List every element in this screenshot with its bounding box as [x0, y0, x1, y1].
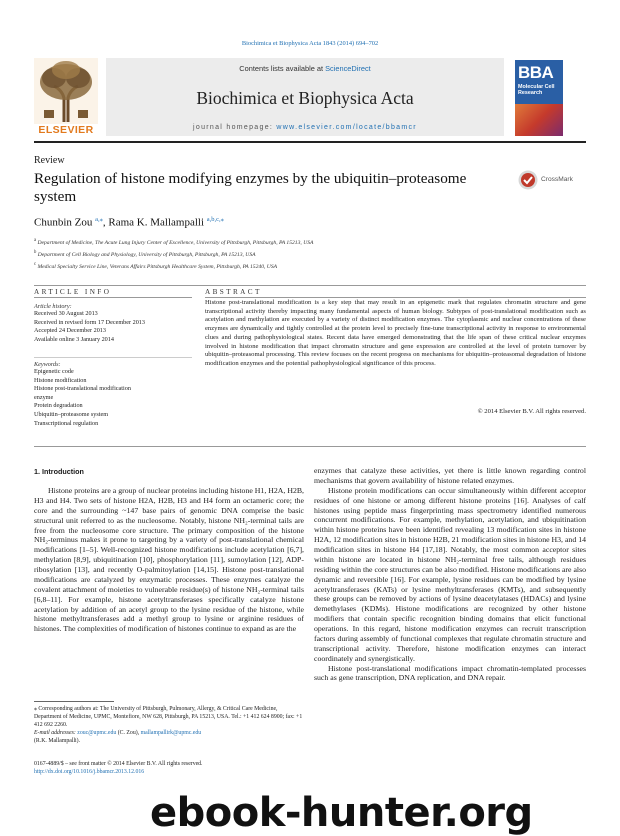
cover-art	[515, 104, 563, 136]
header-rule	[34, 141, 586, 143]
elsevier-tree-logo	[34, 58, 98, 124]
corresponding-text: ⁎ Corresponding authors at: The University of Pittsburgh, Pulmonary, Allergy, & Critical Care Medicine, Department of Medicine, UPMC, Montefiore, NW 628, Pittsburgh, PA 15213, USA. Tel.: +1 412 624 8900; fax: +1 412 692 2260.	[34, 706, 303, 729]
body-paragraph: Histone proteins are a group of nuclear proteins including histone H1, H2A, H2B, H3 and H4. Two sets of histone H2A, H2B, H3 and H4 form an octameric core; the core and the surrounding ~147 base pairs of genomic DNA comprise the basic structural unit referred to as the nucleosome. Notably, histone NH₂-terminal tails are free from the nucleosome core structure. The primary composition of the histone NH₂-terminus makes it prone to targeting by a variety of post-translational chemical modifications [1–5]. Well-recognized histone modifications include acetylation [6,7], methylation [8,9], ubiquitination [10], phosphorylation [11], sumoylation [12], ADP-ribosylation [13], and recently O-palmitoylation [14,15]. Histone post-translational modifications are catalyzed by enzymatic processes. These enzymes catalyze the covalent attachment of moieties to vulnerable residue(s) of histone NH₂-terminal tails [6,8–11]. For example, histone acetyltransferases specifically catalyze histone acetylation by addition of an acetyl group to the lysine residue of the histone, while histone methyltransferases add a methyl group to lysine or arginine residues of histones. The complexities of modification of histones continue to expand as are the	[34, 486, 304, 634]
journal-homepage	[106, 124, 504, 131]
email-owner: (R.K. Mallampalli).	[34, 738, 81, 745]
introduction-heading: 1. Introduction	[34, 467, 84, 476]
article-history	[34, 303, 194, 344]
abstract-text: Histone post-translational modification is a key step that may result in an epigenetic mark that regulates chromatin structure and gene transcriptional activity thereby impacting many fundamental aspects of human biology. Subtypes of post-translational modification such as acetylation and methylation are executed by a variety of distinct modification enzymes. The cytoplasmic and nuclear concentrations of these enzymes are dynamically and tightly controlled at the protein level to precisely fine-tune transcriptional activity in response to environmental clues and during pathophysiological states. Recent data have emerged demonstrating that the life span of these critical nuclear enzymes involved in histone modification that impact chromatin structure and gene expression are controlled at the level of protein turnover by ubiquitin–proteasomal processing. This review focuses on the recent progress on mechanisms for ubiquitin–proteasomal degradation of histone modification enzymes and the potential pathophysiological significance of this process.	[205, 299, 586, 367]
abstract-rule	[205, 297, 586, 298]
affiliations	[34, 236, 594, 272]
keyword: Histone modification	[34, 376, 87, 384]
abstract-bottom-rule	[34, 446, 586, 447]
author-affiliation-marks[interactable]: a,b,c,⁎	[206, 216, 224, 223]
abstract-heading: ABSTRACT	[205, 288, 262, 296]
watermark-text: ebook-hunter.org	[150, 790, 533, 836]
keyword: Ubiquitin–proteasome system	[34, 410, 109, 418]
journal-cover-image[interactable]	[515, 60, 563, 136]
front-matter	[34, 760, 304, 776]
article-info-heading: ARTICLE INFO	[34, 288, 112, 296]
body-paragraph: Histone protein modifications can occur simultaneously within different acceptor residues of one histone or among different histone proteins [16]. Analyses of calf histones using peptide mass fingerprinting mass spectrometry identified numerous concurrent modifications. For example, methylation, acetylation, and ubiquitination within histone proteins have been identified revealing 13 modification sites in histone H2A, 12 modification sites in histone H2B, 21 modification sites in histone H3, and 14 modification sites in histone H4 [17,18]. Notably, the most common acceptor sites within histone are located in histone NH₂-terminal free tails, although residues residing within the core structures can be also modified. Histone modifications are also dynamic and reversible [16]. For example, lysine residues can be modified by lysine acetyltransferases (KATs) or lysine methyltransferases (KMTs), and subsequently these groups can be removed by actions of lysine deacetylatases (HDACs) and lysine demethylases (KDMs). Histone modifications are recognized by other histone modifiers that contain specific recognition binding domains that elicit functional operations. In this regard, histone modification enzymes can recruit transcription factors during assembly of functional complexes that regulate chromatin structure and transcriptional activity. Therefore, histone modification enzymes can interact coordinately and synergistically.	[314, 485, 586, 663]
right-column	[314, 466, 586, 683]
issn-line: 0167-4889/$ – see front matter © 2014 Elsevier B.V. All rights reserved.	[34, 761, 203, 767]
email-link[interactable]: zouc@upmc.edu	[77, 730, 117, 737]
article-title: Regulation of histone modifying enzymes by the ubiquitin–proteasome system	[34, 170, 467, 205]
body-paragraph: enzymes that catalyze these activities, yet there is little known regarding control mechanisms that govern availability of histone related enzymes.	[314, 466, 586, 485]
footnote-rule	[34, 701, 114, 702]
sciencedirect-link[interactable]: ScienceDirect	[325, 64, 371, 73]
corresponding-author-footnote	[34, 705, 304, 745]
keyword: enzyme	[34, 393, 54, 401]
keywords	[34, 361, 194, 428]
section-rule	[34, 285, 586, 286]
affiliation: $^b$ Department of Cell Biology and Physiology, University of Pittsburgh, Pittsburgh, PA 15213, USA	[34, 250, 256, 258]
article-type: Review	[34, 155, 65, 166]
history-label: Article history:	[34, 303, 72, 310]
journal-title: Biochimica et Biophysica Acta	[196, 88, 414, 108]
cover-title: BBA	[518, 63, 554, 82]
author-list: Chunbin Zou $^{a,⁎}$, Rama K. Mallampalli $^{a,b,c,⁎}$	[34, 216, 224, 229]
cover-subtitle: Molecular Cell Research	[518, 84, 555, 97]
crossmark-icon[interactable]	[518, 170, 538, 190]
email-label: E-mail addresses:	[34, 730, 76, 737]
body-paragraph: Histone post-translational modifications impact chromatin-templated processes such as gene transcription, DNA replication, and DNA repair.	[314, 663, 586, 683]
keyword: Epigenetic code	[34, 368, 74, 375]
history-item: Available online 3 January 2014	[34, 335, 114, 343]
keywords-label: Keywords:	[34, 361, 61, 368]
email-line	[34, 729, 304, 737]
left-column	[34, 486, 304, 634]
homepage-link[interactable]: www.elsevier.com/locate/bbamcr	[276, 124, 417, 131]
history-item: Accepted 24 December 2013	[34, 327, 106, 335]
keyword: Protein degradation	[34, 402, 83, 410]
history-item: Received 30 August 2013	[34, 310, 98, 317]
history-item: Received in revised form 17 December 2013	[34, 318, 145, 326]
author-name[interactable]: Rama K. Mallampalli	[108, 216, 205, 229]
copyright-notice: © 2014 Elsevier B.V. All rights reserved.	[477, 408, 586, 415]
keyword: Transcriptional regulation	[34, 419, 99, 427]
contents-line	[106, 64, 504, 73]
journal-citation[interactable]: Biochimica et Biophysica Acta 1843 (2014) 694–702	[241, 40, 379, 47]
homepage-prefix: journal homepage:	[193, 124, 277, 131]
affiliation: $^a$ Department of Medicine, The Acute Lung Injury Center of Excellence, University of Pittsburgh, Pittsburgh, PA 15213, USA	[34, 238, 314, 246]
author-name[interactable]: Chunbin Zou	[34, 216, 93, 229]
doi-link[interactable]: http://dx.doi.org/10.1016/j.bbamcr.2013.12.016	[34, 769, 145, 776]
publisher-name: ELSEVIER	[38, 124, 94, 136]
email-owner: (C. Zou),	[116, 730, 141, 737]
keyword: Histone post-translational modification	[34, 385, 131, 393]
article-info-rule	[34, 297, 192, 298]
author-affiliation-marks[interactable]: a,⁎	[95, 216, 103, 223]
contents-prefix: Contents lists available at	[239, 64, 326, 73]
crossmark-label[interactable]: CrossMark	[541, 176, 573, 183]
email-link[interactable]: mallampallirk@upmc.edu	[140, 730, 202, 737]
info-divider	[34, 357, 192, 358]
affiliation: $^c$ Medical Specialty Service Line, Veterans Affairs Pittsburgh Healthcare System, Pittsburgh, PA 15240, USA	[34, 262, 278, 270]
